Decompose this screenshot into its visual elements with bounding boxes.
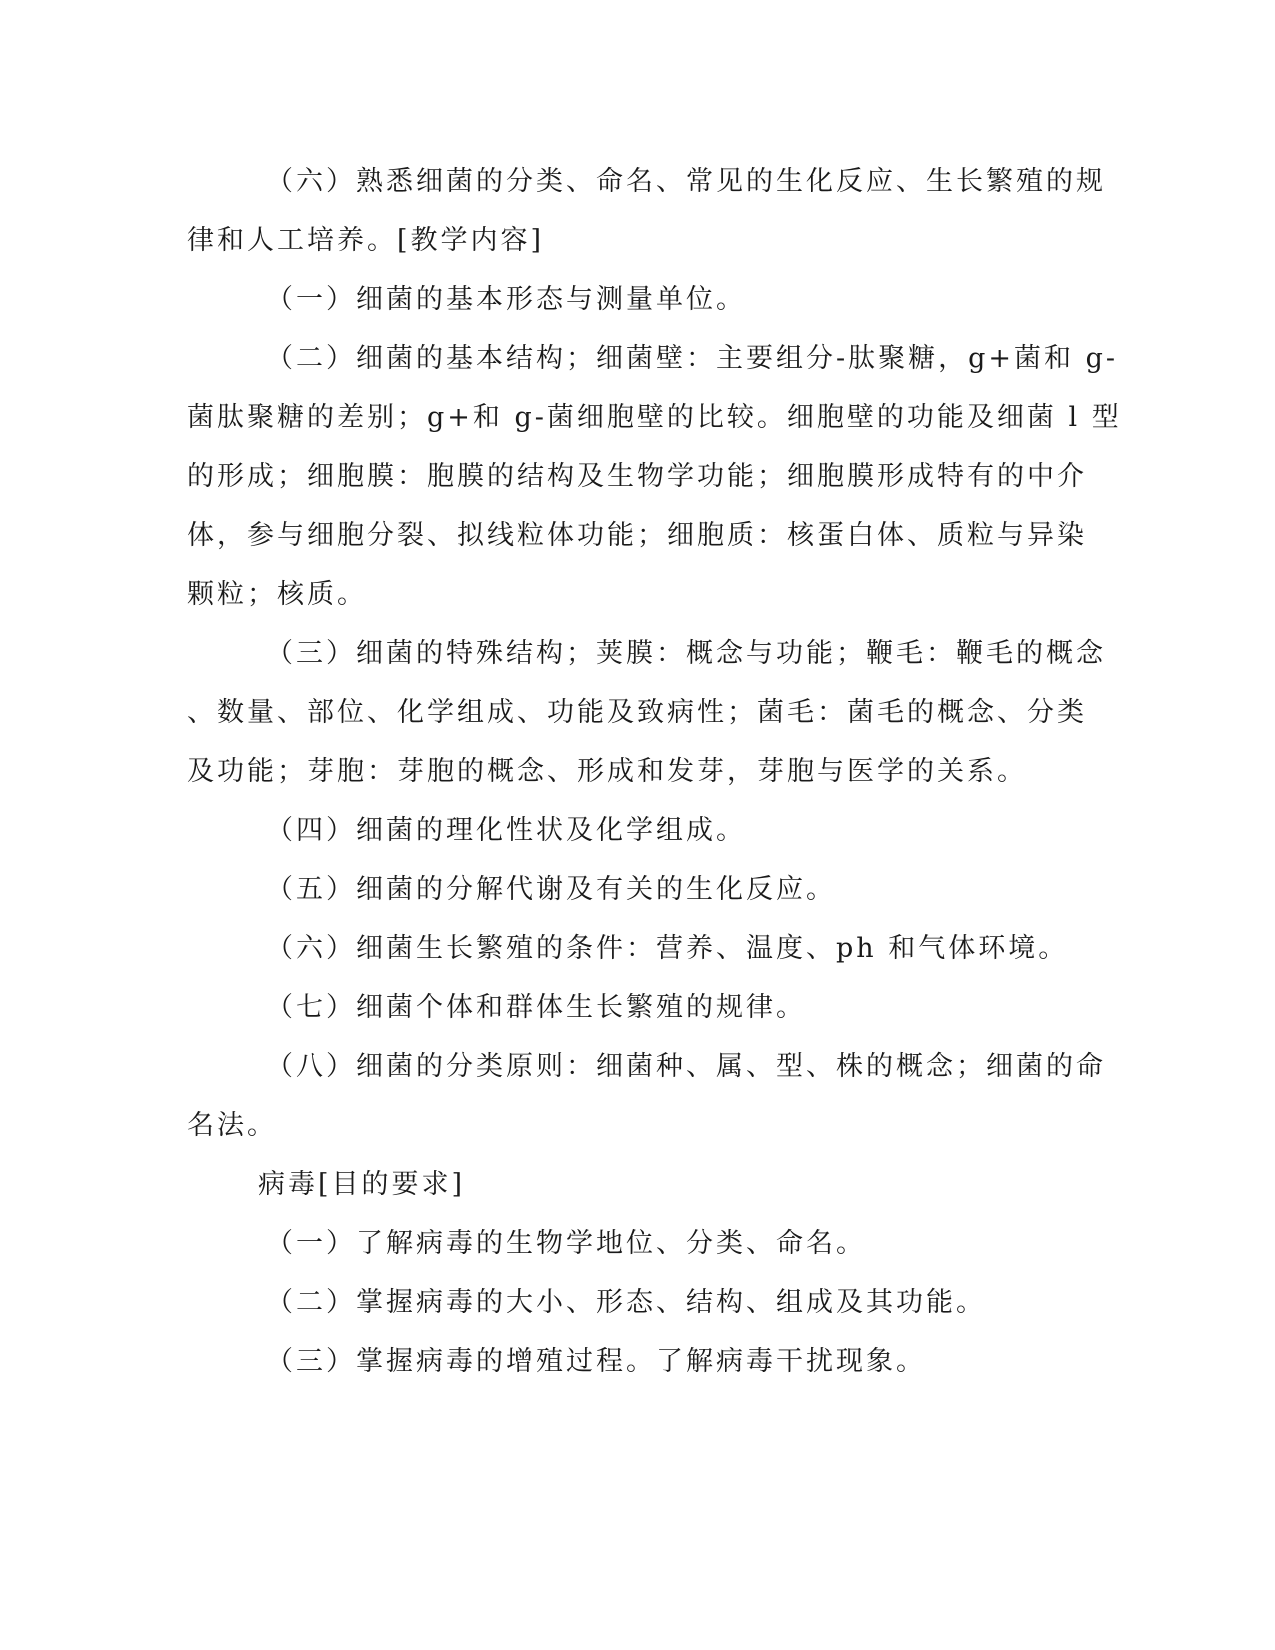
paragraph-line: （二）细菌的基本结构；细菌壁：主要组分-肽聚糖，g+菌和 g- — [266, 343, 1119, 374]
paragraph-line: （五）细菌的分解代谢及有关的生化反应。 — [266, 874, 836, 905]
paragraph-line: 、数量、部位、化学组成、功能及致病性；菌毛：菌毛的概念、分类 — [187, 697, 1087, 728]
paragraph-line: 颗粒；核质。 — [187, 579, 367, 610]
section-heading: 病毒[目的要求] — [258, 1169, 466, 1200]
paragraph-line: （三）掌握病毒的增殖过程。了解病毒干扰现象。 — [266, 1346, 926, 1377]
paragraph-line: （一）细菌的基本形态与测量单位。 — [266, 284, 746, 315]
paragraph-line: 及功能；芽胞：芽胞的概念、形成和发芽，芽胞与医学的关系。 — [187, 756, 1027, 787]
paragraph-line: 名法。 — [187, 1110, 277, 1141]
paragraph-line: （四）细菌的理化性状及化学组成。 — [266, 815, 746, 846]
paragraph-line: （一）了解病毒的生物学地位、分类、命名。 — [266, 1228, 866, 1259]
paragraph-line: （三）细菌的特殊结构；荚膜：概念与功能；鞭毛：鞭毛的概念 — [266, 638, 1106, 669]
paragraph-line: （六）熟悉细菌的分类、命名、常见的生化反应、生长繁殖的规 — [266, 166, 1106, 197]
paragraph-line: 律和人工培养。[教学内容] — [187, 225, 545, 256]
paragraph-line: （八）细菌的分类原则：细菌种、属、型、株的概念；细菌的命 — [266, 1051, 1106, 1082]
paragraph-line: （二）掌握病毒的大小、形态、结构、组成及其功能。 — [266, 1287, 986, 1318]
paragraph-line: 体，参与细胞分裂、拟线粒体功能；细胞质：核蛋白体、质粒与异染 — [187, 520, 1087, 551]
paragraph-line: 菌肽聚糖的差别；g+和 g-菌细胞壁的比较。细胞壁的功能及细菌 l 型 — [187, 402, 1122, 433]
paragraph-line: （七）细菌个体和群体生长繁殖的规律。 — [266, 992, 806, 1023]
paragraph-line: 的形成；细胞膜：胞膜的结构及生物学功能；细胞膜形成特有的中介 — [187, 461, 1087, 492]
paragraph-line: （六）细菌生长繁殖的条件：营养、温度、ph 和气体环境。 — [266, 933, 1069, 964]
